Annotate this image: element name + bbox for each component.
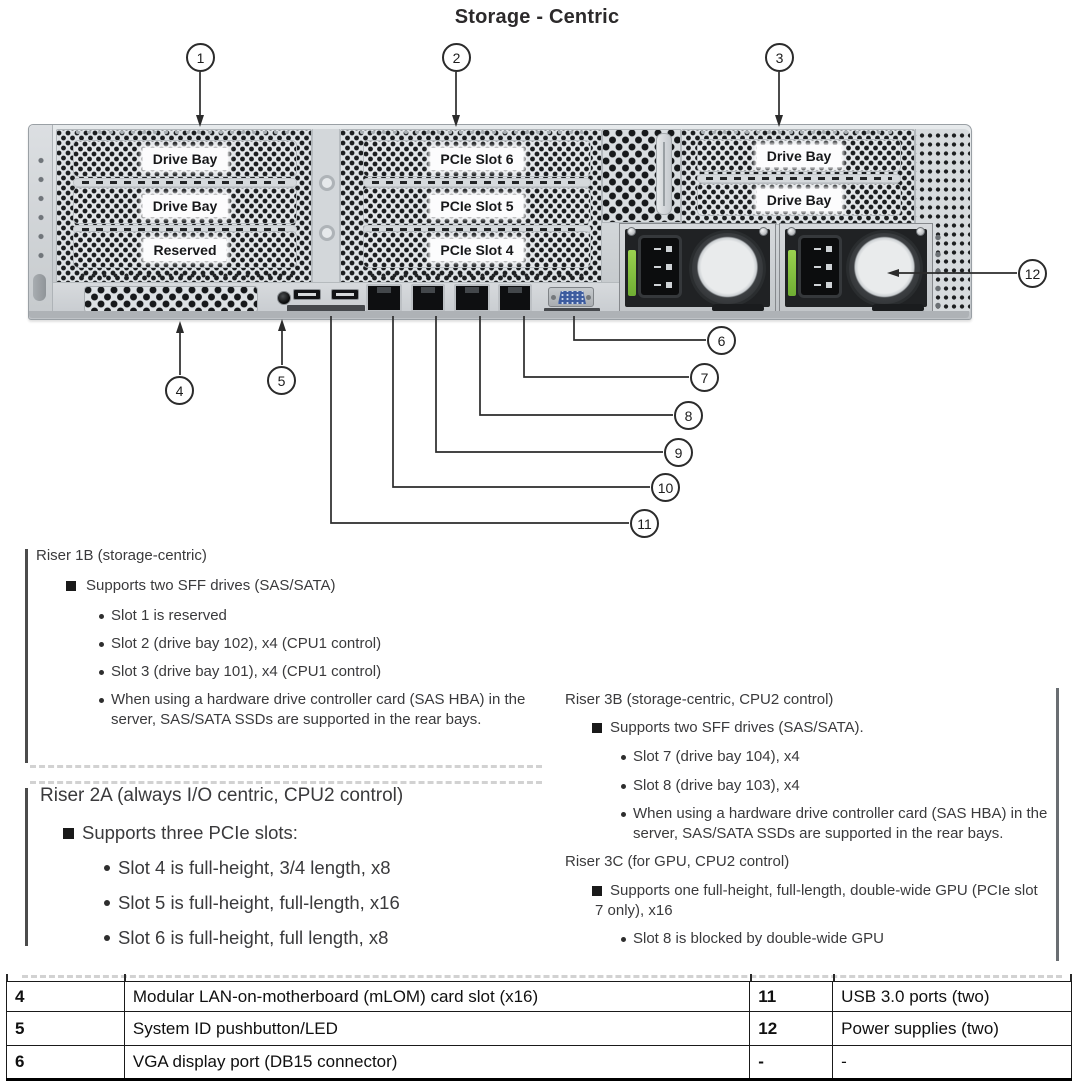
bay-separator (73, 178, 297, 187)
square-bullet-item (36, 576, 560, 596)
section-heading: Riser 1B (storage-centric) (36, 547, 207, 564)
bullet-text: Supports two SFF drives (SAS/SATA). (610, 719, 864, 736)
square-bullet-item (565, 718, 1070, 738)
rack-ear-left (29, 125, 53, 317)
bay-label: PCIe Slot 5 (430, 195, 523, 217)
list-item: When using a hardware drive controller card (SAS HBA) in the server, SAS/SATA SSDs are supported in the rear bays. (565, 804, 1070, 843)
psu-screw (787, 227, 796, 236)
riser2-slot6 (363, 140, 591, 177)
bullet-list (36, 606, 560, 730)
riser1-module (56, 129, 312, 286)
bay-label: Drive Bay (143, 195, 228, 217)
riser2-top-vents (359, 131, 583, 136)
bullet-list (40, 856, 560, 949)
psu-inlet-marking (826, 282, 832, 288)
riser1-bottom-vents (77, 272, 293, 280)
psu-inlet-marking (666, 246, 672, 252)
vga-connector-pins (558, 291, 586, 304)
psu-inlet-marking (826, 246, 832, 252)
faded-text-row (30, 765, 542, 768)
psu-release-latch (788, 250, 796, 296)
section-heading: Riser 3C (for GPU, CPU2 control) (565, 853, 790, 870)
bay-separator (697, 174, 901, 183)
psu-inlet-marking (666, 282, 672, 288)
vga-port (548, 287, 594, 307)
bay-label: Drive Bay (757, 189, 842, 211)
square-bullet-icon (592, 886, 602, 896)
usb-port-2 (331, 289, 359, 300)
table-column-line-stub (833, 974, 835, 981)
riser3-top-vents (700, 131, 896, 136)
list-item: Slot 1 is reserved (36, 606, 560, 626)
psu-release-latch (628, 250, 636, 296)
list-item: Slot 7 (drive bay 104), x4 (565, 747, 1070, 767)
riser3-bay-1 (697, 139, 901, 172)
bullet-list (565, 929, 1070, 949)
ethernet-port-1 (366, 284, 402, 312)
rack-ear-holes (37, 151, 45, 269)
callout-4: 4 (165, 376, 194, 405)
bullet-text: Supports two SFF drives (SAS/SATA) (86, 577, 336, 594)
square-bullet-item (565, 881, 1050, 920)
callout-6: 6 (707, 326, 736, 355)
legend-table (6, 981, 1072, 1081)
riser-latch-handle (656, 133, 672, 215)
description-cell: - (833, 1046, 1072, 1080)
list-item: Slot 8 is blocked by double-wide GPU (565, 929, 1070, 949)
bay-label: Drive Bay (143, 148, 228, 170)
bay-label: Drive Bay (757, 145, 842, 167)
table-row (7, 1046, 1072, 1080)
callout-number-cell: - (750, 1046, 833, 1080)
psu-screw (759, 227, 768, 236)
callout-number-cell: 11 (750, 982, 833, 1012)
psu-screw (627, 227, 636, 236)
riser2-slot4 (363, 231, 591, 268)
callout-number-cell: 4 (7, 982, 125, 1012)
riser1-bay-1 (73, 140, 297, 177)
faded-text-row (22, 975, 1062, 978)
callout-1: 1 (186, 43, 215, 72)
bay-separator (363, 178, 591, 187)
right-panel-holes (934, 229, 942, 309)
psu-inlet-marking (666, 264, 672, 270)
section-riser2a (40, 784, 560, 961)
riser3-module (681, 129, 915, 225)
callout-number-cell: 12 (750, 1012, 833, 1046)
psu-ac-inlet (798, 235, 842, 298)
square-bullet-icon (592, 723, 602, 733)
table-column-line-stub (6, 974, 8, 981)
psu-screw (916, 227, 925, 236)
riser2-slot5 (363, 187, 591, 224)
bullet-text: Supports three PCIe slots: (82, 822, 298, 843)
callout-11: 11 (630, 509, 659, 538)
table-row (7, 982, 1072, 1012)
callout-number-cell: 6 (7, 1046, 125, 1080)
section-heading: Riser 2A (always I/O centric, CPU2 control) (40, 785, 404, 806)
section-riser3 (565, 690, 1070, 954)
page-title: Storage - Centric (454, 6, 620, 28)
square-bullet-icon (63, 828, 74, 839)
usb-port-1 (293, 289, 321, 300)
square-bullet-item (40, 821, 560, 845)
riser1-top-vents (75, 131, 293, 136)
bay-label: PCIe Slot 6 (430, 148, 523, 170)
list-item: Slot 4 is full-height, 3/4 length, x8 (40, 856, 560, 879)
server-rear-chassis (28, 124, 972, 320)
description-cell: System ID pushbutton/LED (124, 1012, 749, 1046)
table-column-line-stub (750, 974, 752, 981)
riser-support-column (312, 129, 340, 286)
table-column-line-stub (1070, 974, 1072, 981)
callout-8: 8 (674, 401, 703, 430)
callout-9: 9 (664, 438, 693, 467)
riser1-bay-2 (73, 187, 297, 224)
mlom-slot (84, 286, 258, 313)
bay-label: Reserved (143, 239, 226, 261)
thumbscrew (319, 175, 335, 191)
bay-label: PCIe Slot 4 (430, 239, 523, 261)
callout-number-cell: 5 (7, 1012, 125, 1046)
section-riser1b (36, 546, 560, 738)
section-heading: Riser 3B (storage-centric, CPU2 control) (565, 691, 834, 708)
bullet-list (565, 747, 1070, 843)
callout-3: 3 (765, 43, 794, 72)
power-supply-1 (619, 223, 776, 313)
riser1b-side-bar (25, 549, 28, 763)
psu-handle (712, 304, 764, 311)
psu-ac-inlet (638, 235, 682, 298)
list-item: Slot 5 is full-height, full-length, x16 (40, 891, 560, 914)
bullet-text: Supports one full-height, full-length, double-wide GPU (PCIe slot 7 only), x16 (595, 882, 1038, 919)
thumbscrew (319, 225, 335, 241)
riser2-module (340, 129, 602, 286)
chassis-base-strip (29, 311, 969, 318)
riser2-bottom-vents (367, 272, 587, 280)
callout-12: 12 (1018, 259, 1047, 288)
riser3-bay-2 (697, 183, 901, 216)
list-item: When using a hardware drive controller card (SAS HBA) in the server, SAS/SATA SSDs are supported in the rear bays. (36, 690, 566, 730)
riser1-bay-3 (73, 231, 297, 268)
list-item: Slot 2 (drive bay 102), x4 (CPU1 control) (36, 634, 560, 654)
power-supply-2 (779, 223, 933, 313)
table-row (7, 1012, 1072, 1046)
system-id-button (277, 291, 291, 305)
description-cell: Modular LAN-on-motherboard (mLOM) card slot (x16) (124, 982, 749, 1012)
square-bullet-icon (66, 581, 76, 591)
list-item: Slot 8 (drive bay 103), x4 (565, 776, 1070, 796)
table-column-line-stub (124, 974, 126, 981)
riser2a-side-bar (25, 788, 28, 946)
description-cell: USB 3.0 ports (two) (833, 982, 1072, 1012)
callout-10: 10 (651, 473, 680, 502)
callout-7: 7 (690, 363, 719, 392)
ethernet-port-2 (411, 284, 445, 312)
list-item: Slot 3 (drive bay 101), x4 (CPU1 control) (36, 662, 560, 682)
psu-fan (846, 230, 923, 307)
rack-ear-handle (33, 274, 46, 301)
description-cell: VGA display port (DB15 connector) (124, 1046, 749, 1080)
list-item: Slot 6 is full-height, full length, x8 (40, 926, 560, 949)
callout-5: 5 (267, 366, 296, 395)
callout-2: 2 (442, 43, 471, 72)
psu-handle (872, 304, 924, 311)
psu-inlet-marking (826, 264, 832, 270)
description-cell: Power supplies (two) (833, 1012, 1072, 1046)
psu-fan (689, 230, 766, 307)
ethernet-port-3 (454, 284, 490, 312)
ethernet-port-4 (498, 284, 532, 312)
